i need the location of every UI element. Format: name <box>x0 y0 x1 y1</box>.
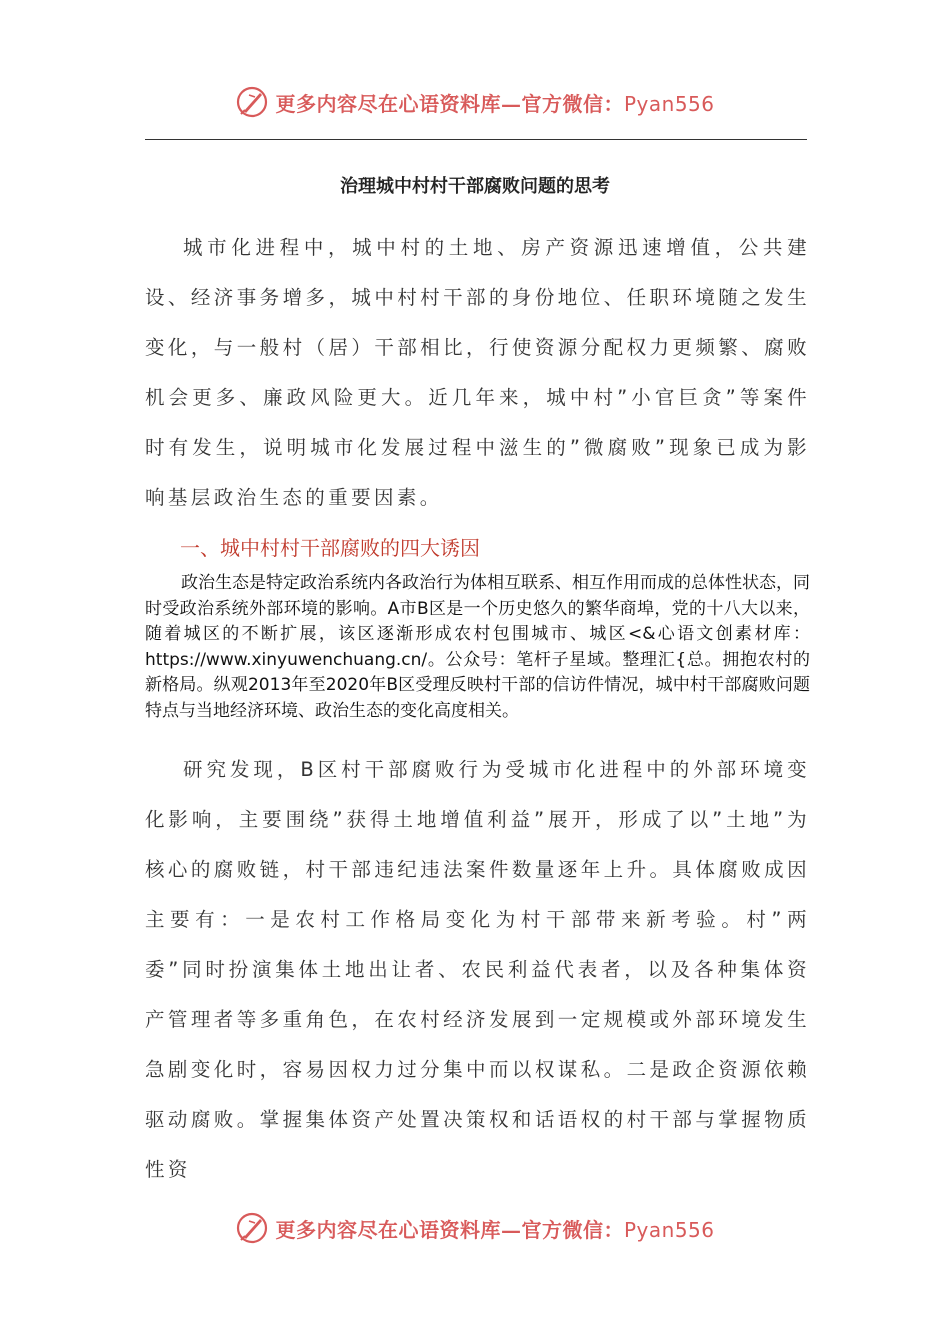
header-banner-wechat: Pyan556 <box>623 91 715 116</box>
paragraph-section-1: 政治生态是特定政治系统内各政治行为体相互联系、相互作用而成的总体性状态，同时受政治系统外部环境的影响。A市B区是一个历史悠久的繁华商埠，党的十八大以来，随着城区的不断扩展，该区逐渐形成农村包围城市、城区<&心语文创素材库：https://www.xinyuwenchuang.cn/。公众号：笔杆子星域。整理汇{总。拥抱农村的新格局。纵观2013年至2020年B区受理反映村干部的信访件情况，城中村干部腐败问题特点与当地经济环境、政治生态的变化高度相关。 <box>145 573 810 721</box>
header-rule <box>145 139 807 140</box>
footer-banner-wechat: Pyan556 <box>623 1217 715 1242</box>
paragraph-intro: 城市化进程中，城中村的土地、房产资源迅速增值，公共建设、经济事务增多，城中村村干部的身份地位、任职环境随之发生变化，与一般村（居）干部相比，行使资源分配权力更频繁、腐败机会更多、廉政风险更大。近几年来，城中村”小官巨贪”等案件时有发生，说明城市化发展过程中滋生的”微腐败”现象已成为影响基层政治生态的重要因素。 <box>145 236 810 509</box>
header-banner-text: 更多内容尽在心语资料库—官方微信：Pyan556 <box>275 91 715 116</box>
section-heading-1: 一、城中村村干部腐败的四大诱因 <box>180 536 480 560</box>
paragraph-research: 研究发现，B区村干部腐败行为受城市化进程中的外部环境变化影响，主要围绕”获得土地增值利益”展开，形成了以”土地”为核心的腐败链，村干部违纪违法案件数量逐年上升。具体腐败成因主要有：一是农村工作格局变化为村干部带来新考验。村”两委”同时扮演集体土地出让者、农民利益代表者，以及各种集体资产管理者等多重角色，在农村经济发展到一定规模或外部环境发生急剧变化时，容易因权力过分集中而以权谋私。二是政企资源依赖驱动腐败。掌握集体资产处置决策权和话语权的村干部与掌握物质性资 <box>145 758 810 1181</box>
footer-banner <box>0 1208 950 1248</box>
footer-banner-text: 更多内容尽在心语资料库—官方微信：Pyan556 <box>275 1217 715 1242</box>
document-title: 治理城中村村干部腐败问题的思考 <box>340 176 610 197</box>
quill-pen-logo-icon <box>235 85 269 119</box>
quill-pen-logo-icon <box>235 1211 269 1245</box>
header-banner <box>0 82 950 122</box>
